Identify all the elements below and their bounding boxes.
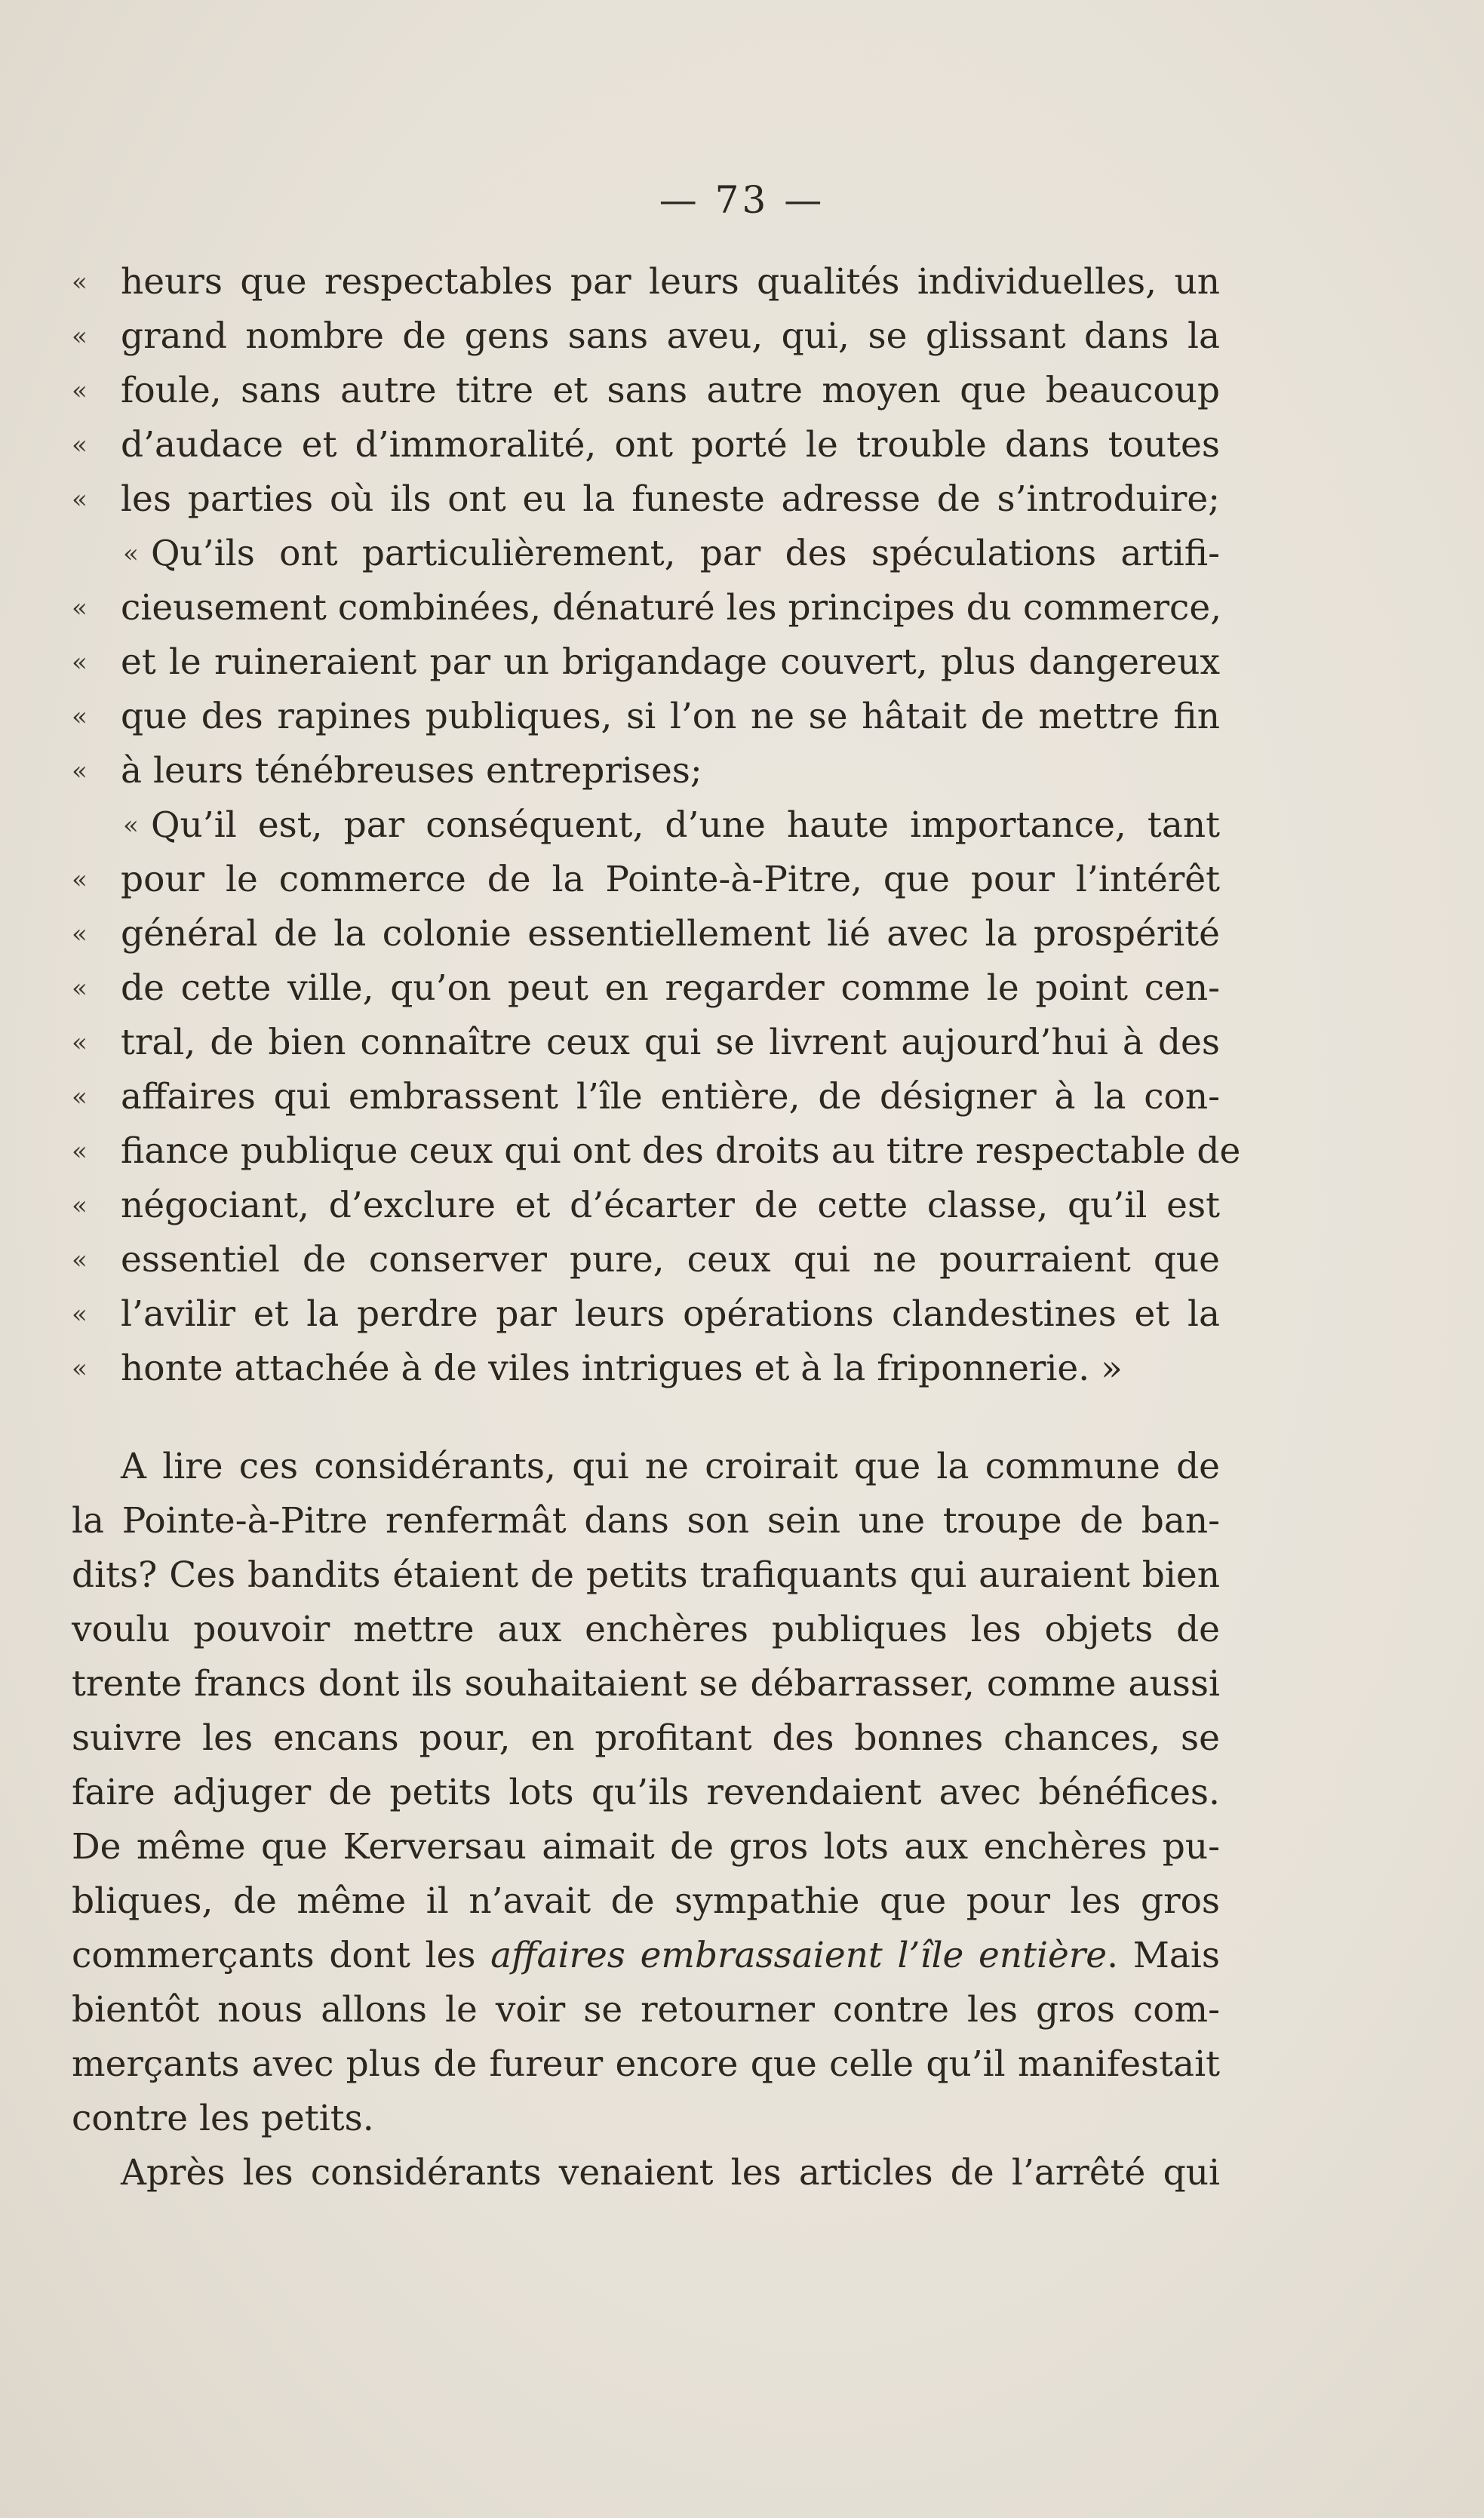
quote-mark: « <box>123 539 139 569</box>
body-line: voulu pouvoir mettre aux enchères publiques les objets de <box>72 1609 1220 1650</box>
quote-mark: « <box>72 756 88 786</box>
quote-mark: « <box>72 430 88 460</box>
quote-line <box>72 309 1220 364</box>
body-line: bliques, de même il n’avait de sympathie que pour les gros <box>72 1880 1220 1922</box>
quote-line-text: Qu’il est, par conséquent, d’une haute importance, tant <box>151 804 1220 846</box>
quote-line <box>72 907 1220 961</box>
quote-line-text: et le ruineraient par un brigandage couvert, plus dangereux <box>121 641 1220 683</box>
body-line: dits? Ces bandits étaient de petits trafiquants qui auraient bien <box>72 1554 1220 1596</box>
quote-mark: « <box>72 1082 88 1112</box>
page-number: — 73 — <box>659 178 825 222</box>
body-line: merçants avec plus de fureur encore que celle qu’il manifestait <box>72 2043 1220 2085</box>
quote-line <box>72 1124 1241 1179</box>
body-line <box>72 1929 1220 1983</box>
quote-mark: « <box>72 1136 88 1167</box>
quote-mark: « <box>72 484 88 515</box>
commentary-paragraph <box>72 1440 1220 2200</box>
quote-line-text: d’audace et d’immoralité, ont porté le trouble dans toutes <box>121 424 1220 466</box>
quote-line <box>72 255 1220 309</box>
body-line-text: . Mais <box>1107 1935 1220 1976</box>
quote-line-text: pour le commerce de la Pointe-à-Pitre, que pour l’intérêt <box>121 859 1220 900</box>
quote-line <box>72 1233 1220 1287</box>
quote-line-text: affaires qui embrassent l’île entière, de désigner à la con- <box>121 1076 1220 1118</box>
quote-line <box>72 853 1220 907</box>
quote-mark: « <box>72 1354 88 1384</box>
quote-line <box>72 1342 1220 1396</box>
quote-line <box>72 744 1220 798</box>
quote-line-text: essentiel de conserver pure, ceux qui ne pourraient que <box>121 1239 1220 1281</box>
quote-mark: « <box>72 973 88 1004</box>
quote-line-text: honte attachée à de viles intrigues et à la friponnerie. » <box>121 1348 1123 1389</box>
quote-mark: « <box>72 267 88 297</box>
quote-mark: « <box>72 1245 88 1275</box>
quote-line-text: à leurs ténébreuses entreprises; <box>121 750 702 792</box>
quote-line <box>72 798 1220 853</box>
quote-line-text: les parties où ils ont eu la funeste adresse de s’introduire; <box>121 478 1220 520</box>
quote-mark: « <box>72 647 88 678</box>
quote-line-text: fiance publique ceux qui ont des droits au titre respectable de <box>121 1130 1241 1172</box>
quote-line-text: négociant, d’exclure et d’écarter de cette classe, qu’il est <box>121 1185 1220 1226</box>
quote-mark: « <box>72 1191 88 1221</box>
body-line: A lire ces considérants, qui ne croirait que la commune de <box>121 1446 1220 1487</box>
quote-mark: « <box>72 919 88 949</box>
quote-mark: « <box>72 1028 88 1058</box>
body-line: trente francs dont ils souhaitaient se débarrasser, comme aussi <box>72 1663 1220 1705</box>
quote-line <box>72 472 1220 527</box>
quote-line-text: Qu’ils ont particulièrement, par des spéculations artifi- <box>151 533 1220 574</box>
quote-line <box>72 1179 1220 1233</box>
quote-mark: « <box>72 1299 88 1330</box>
body-line: contre les petits. <box>72 2098 374 2139</box>
quote-line <box>72 1287 1220 1342</box>
body-line: De même que Kerversau aimait de gros lots aux enchères pu- <box>72 1826 1220 1868</box>
quote-line-text: que des rapines publiques, si l’on ne se hâtait de mettre fin <box>121 696 1220 737</box>
italic-phrase: affaires embrassaient l’île entière <box>490 1935 1108 1976</box>
quote-line <box>72 690 1220 744</box>
quote-line <box>72 527 1220 581</box>
quote-mark: « <box>72 321 88 352</box>
quote-line <box>72 418 1220 472</box>
body-line: Après les considérants venaient les articles de l’arrêté qui <box>121 2152 1220 2194</box>
quote-line-text: général de la colonie essentiellement lié avec la prospérité <box>121 913 1220 955</box>
quote-mark: « <box>123 810 139 841</box>
quote-mark: « <box>72 593 88 623</box>
quote-mark: « <box>72 376 88 406</box>
body-line: bientôt nous allons le voir se retourner contre les gros com- <box>72 1989 1220 2031</box>
body-line: suivre les encans pour, en profitant des bonnes chances, se <box>72 1717 1220 1759</box>
quote-line-text: foule, sans autre titre et sans autre moyen que beaucoup <box>121 370 1220 411</box>
body-line: la Pointe-à-Pitre renfermât dans son sein une troupe de ban- <box>72 1500 1220 1542</box>
quote-line <box>72 1070 1220 1124</box>
body-line-text: commerçants dont les <box>72 1935 491 1976</box>
quote-line <box>72 364 1220 418</box>
quote-mark: « <box>72 865 88 895</box>
quote-line-text: l’avilir et la perdre par leurs opérations clandestines et la <box>121 1293 1220 1335</box>
quote-line-text: grand nombre de gens sans aveu, qui, se glissant dans la <box>121 315 1220 357</box>
quote-line-text: cieusement combinées, dénaturé les principes du commerce, <box>121 587 1222 629</box>
quote-line <box>72 961 1220 1016</box>
quote-line <box>72 1016 1220 1070</box>
quote-mark: « <box>72 702 88 732</box>
quoted-decree-text <box>72 255 1241 1396</box>
quote-line-text: tral, de bien connaître ceux qui se livrent aujourd’hui à des <box>121 1022 1220 1063</box>
quote-line-text: de cette ville, qu’on peut en regarder comme le point cen- <box>121 967 1220 1009</box>
quote-line <box>72 581 1220 635</box>
quote-line-text: heurs que respectables par leurs qualités individuelles, un <box>121 261 1220 303</box>
body-line: faire adjuger de petits lots qu’ils revendaient avec bénéfices. <box>72 1772 1220 1813</box>
quote-line <box>72 635 1220 690</box>
